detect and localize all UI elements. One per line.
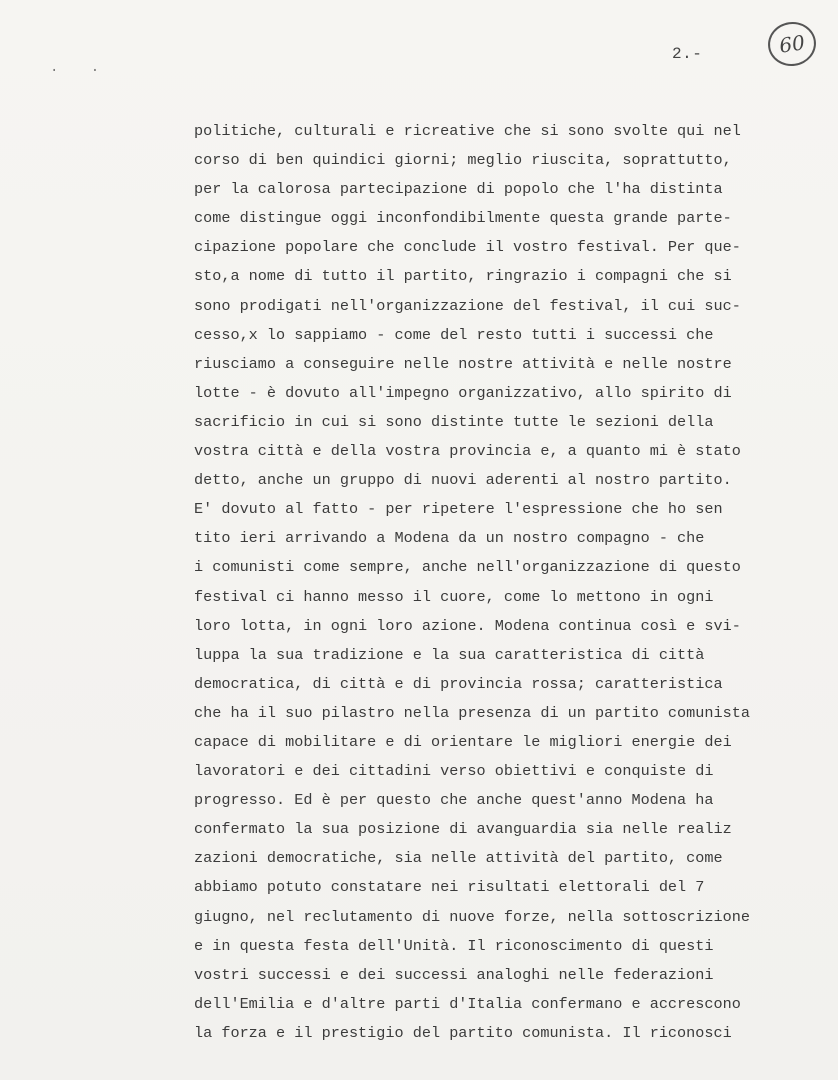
text-line: lavoratori e dei cittadini verso obiettivi e conquiste di [194, 762, 714, 781]
text-line: la forza e il prestigio del partito comunista. Il riconosci [194, 1023, 732, 1042]
text-line: e in questa festa dell'Unità. Il riconoscimento di questi [194, 936, 714, 955]
page-number: 2.- [672, 45, 703, 63]
text-line: cipazione popolare che conclude il vostro festival. Per que- [194, 238, 741, 257]
text-line: festival ci hanno messo il cuore, come lo mettono in ogni [194, 587, 714, 606]
text-line: politiche, culturali e ricreative che si sono svolte qui nel [194, 122, 741, 140]
text-line: corso di ben quindici giorni; meglio riuscita, soprattutto, [194, 151, 732, 170]
text-line: che ha il suo pilastro nella presenza di un partito comunista [194, 703, 750, 722]
text-line: dell'Emilia e d'altre parti d'Italia confermano e accrescono [194, 994, 741, 1013]
typewritten-body [194, 117, 814, 1048]
text-line: lotte - è dovuto all'impegno organizzativo, allo spirito di [194, 383, 732, 402]
text-line: i comunisti come sempre, anche nell'organizzazione di questo [194, 558, 741, 577]
text-line: tito ieri arrivando a Modena da un nostro compagno - che [194, 529, 705, 548]
text-line: vostra città e della vostra provincia e, a quanto mi è stato [194, 442, 741, 461]
text-line: luppa la sua tradizione e la sua caratteristica di città [194, 645, 705, 664]
text-line: zazioni democratiche, sia nelle attività del partito, come [194, 849, 723, 868]
text-line: sono prodigati nell'organizzazione del festival, il cui suc- [194, 296, 741, 315]
text-line: riusciamo a conseguire nelle nostre attività e nelle nostre [194, 354, 732, 373]
text-line: abbiamo potuto constatare nei risultati elettorali del 7 [194, 878, 705, 897]
text-line: capace di mobilitare e di orientare le migliori energie dei [194, 732, 732, 751]
text-line: progresso. Ed è per questo che anche quest'anno Modena ha [194, 791, 714, 810]
text-line: E' dovuto al fatto - per ripetere l'espressione che ho sen [194, 500, 723, 519]
text-line: come distingue oggi inconfondibilmente questa grande parte- [194, 209, 732, 228]
folio-stamp [765, 19, 819, 69]
text-line: confermato la sua posizione di avanguardia sia nelle realiz [194, 820, 732, 839]
text-line: democratica, di città e di provincia rossa; caratteristica [194, 674, 723, 693]
margin-marks: . . [50, 60, 112, 76]
folio-number: 60 [777, 30, 807, 58]
text-line: sto,a nome di tutto il partito, ringrazio i compagni che si [194, 267, 732, 286]
text-line: giugno, nel reclutamento di nuove forze, nella sottoscrizione [194, 907, 750, 926]
text-line: per la calorosa partecipazione di popolo che l'ha distinta [194, 180, 723, 199]
text-line: sacrificio in cui si sono distinte tutte le sezioni della [194, 412, 714, 431]
text-line: loro lotta, in ogni loro azione. Modena continua così e svi- [194, 616, 741, 635]
text-line: detto, anche un gruppo di nuovi aderenti al nostro partito. [194, 471, 732, 490]
text-line: vostri successi e dei successi analoghi nelle federazioni [194, 965, 714, 984]
text-line: cesso,x lo sappiamo - come del resto tutti i successi che [194, 325, 714, 344]
